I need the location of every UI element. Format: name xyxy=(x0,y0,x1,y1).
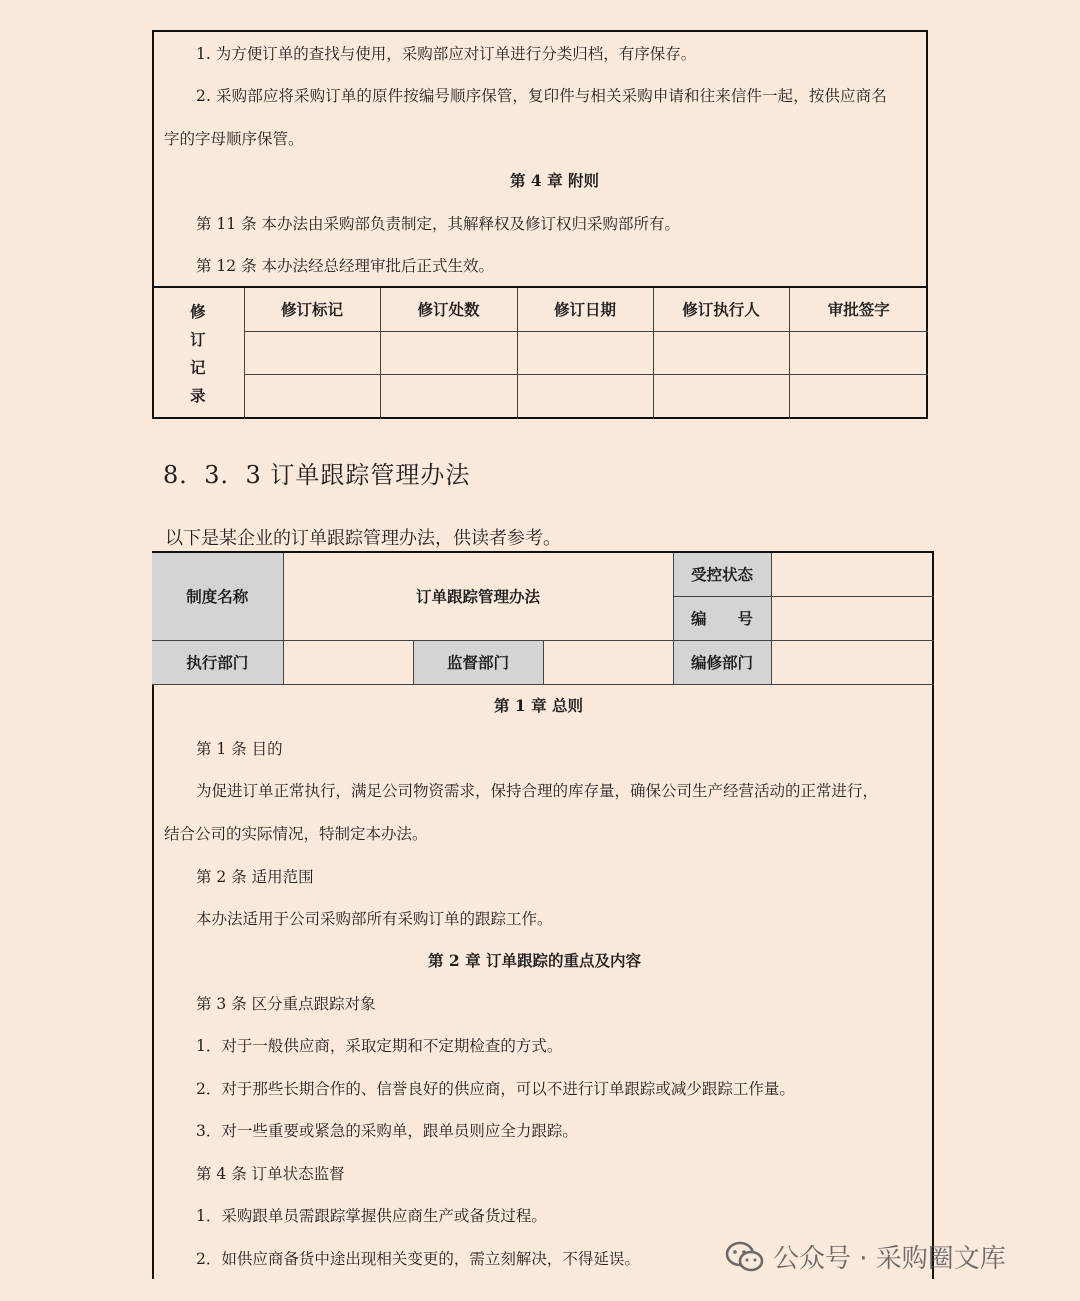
number-label: 编 号 xyxy=(673,596,771,640)
chapter-4-heading: 第 4 章 附则 xyxy=(510,171,599,190)
article-3-item: 2．对于那些长期合作的、信誉良好的供应商，可以不进行订单跟踪或减少跟踪工作量。 xyxy=(196,1080,795,1098)
watermark-text: 公众号 · 采购圈文库 xyxy=(773,1244,1006,1274)
revision-cell xyxy=(653,375,789,419)
doc-header-form xyxy=(152,551,934,685)
archive-rule-1: 1. 为方便订单的查找与使用，采购部应对订单进行分类归档，有序保存。 xyxy=(196,45,697,63)
article-1-title: 第 1 条 目的 xyxy=(196,740,283,758)
order-tracking-doc-box xyxy=(152,551,934,1279)
revision-cell xyxy=(244,331,380,374)
revision-header-count: 修订处数 xyxy=(380,287,517,331)
revision-side-char: 记 xyxy=(189,357,206,377)
revision-cell xyxy=(380,375,517,419)
article-12: 第 12 条 本办法经总经理审批后正式生效。 xyxy=(196,257,495,275)
article-4-item: 2．如供应商备货中途出现相关变更的，需立刻解决，不得延误。 xyxy=(196,1250,640,1268)
exec-dept-value xyxy=(283,640,413,684)
control-status-value xyxy=(771,552,934,596)
system-name-value: 订单跟踪管理办法 xyxy=(283,552,673,640)
revision-side-label xyxy=(152,287,244,419)
article-2-text: 本办法适用于公司采购部所有采购订单的跟踪工作。 xyxy=(196,910,553,928)
edit-dept-label: 编修部门 xyxy=(673,640,771,684)
revision-header-mark: 修订标记 xyxy=(244,287,380,331)
revision-side-char: 录 xyxy=(189,385,206,405)
article-11: 第 11 条 本办法由采购部负责制定，其解释权及修订权归采购部所有。 xyxy=(196,215,681,233)
article-3-item: 1．对于一般供应商，采取定期和不定期检查的方式。 xyxy=(196,1037,563,1055)
edit-dept-value xyxy=(771,640,934,684)
revision-header-signature: 审批签字 xyxy=(789,287,928,331)
chapter-1-heading: 第 1 章 总则 xyxy=(494,696,583,715)
revision-header-executor: 修订执行人 xyxy=(653,287,789,331)
exec-dept-label: 执行部门 xyxy=(152,640,283,684)
revision-cell xyxy=(653,331,789,374)
chapter-2-heading: 第 2 章 订单跟踪的重点及内容 xyxy=(428,951,641,970)
revision-record-table xyxy=(152,286,928,419)
supervise-dept-value xyxy=(543,640,673,684)
revision-cell xyxy=(789,331,928,374)
archive-rule-2-cont: 字的字母顺序保管。 xyxy=(164,130,304,148)
number-value xyxy=(771,596,934,640)
article-1-text-cont: 结合公司的实际情况，特制定本办法。 xyxy=(164,825,428,843)
article-4-title: 第 4 条 订单状态监督 xyxy=(196,1165,345,1183)
previous-doc-box xyxy=(152,30,928,419)
revision-cell xyxy=(244,375,380,419)
supervise-dept-label: 监督部门 xyxy=(413,640,543,684)
revision-cell xyxy=(380,331,517,374)
archive-rule-2: 2. 采购部应将采购订单的原件按编号顺序保管，复印件与相关采购申请和往来信件一起，按供应商名 xyxy=(196,87,887,105)
revision-cell xyxy=(517,331,653,374)
revision-side-char: 订 xyxy=(189,329,206,349)
section-intro: 以下是某企业的订单跟踪管理办法，供读者参考。 xyxy=(165,528,561,549)
article-3-item: 3．对一些重要或紧急的采购单，跟单员则应全力跟踪。 xyxy=(196,1122,578,1140)
revision-cell xyxy=(517,375,653,419)
article-3-title: 第 3 条 区分重点跟踪对象 xyxy=(196,995,376,1013)
control-status-label: 受控状态 xyxy=(673,552,771,596)
article-2-title: 第 2 条 适用范围 xyxy=(196,868,314,886)
article-4-item: 1．采购跟单员需跟踪掌握供应商生产或备货过程。 xyxy=(196,1207,547,1225)
watermark xyxy=(725,1238,1006,1275)
article-1-text: 为促进订单正常执行，满足公司物资需求，保持合理的库存量，确保公司生产经营活动的正常进行， xyxy=(196,782,879,800)
revision-side-char: 修 xyxy=(189,301,206,321)
system-name-label: 制度名称 xyxy=(152,552,283,640)
revision-cell xyxy=(789,375,928,419)
revision-header-date: 修订日期 xyxy=(517,287,653,331)
section-title: 8．3．3 订单跟踪管理办法 xyxy=(163,461,471,489)
wechat-icon xyxy=(725,1241,765,1273)
